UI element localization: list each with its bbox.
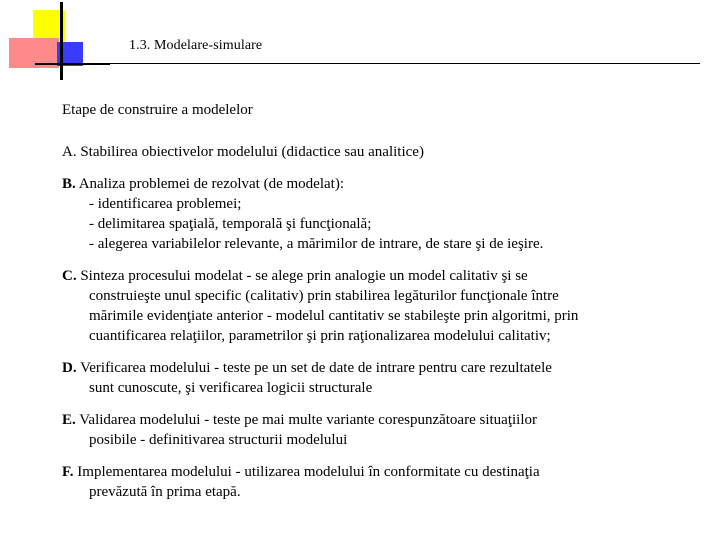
step-f-line: prevăzută în prima etapă. — [89, 484, 241, 500]
slide-content — [62, 100, 692, 514]
step-e-letter: E. — [62, 412, 76, 428]
step-c-line: mărimile evidenţiate anterior - modelul cantitativ se stabileşte prin algoritmi, prin — [89, 308, 579, 324]
decorative-logo — [0, 0, 110, 90]
step-b-item: - delimitarea spaţială, temporală şi funcţională; — [89, 216, 372, 232]
step-f-letter: F. — [62, 464, 74, 480]
step-d — [62, 358, 692, 398]
step-a — [62, 142, 692, 162]
step-b-item: - identificarea problemei; — [89, 196, 242, 212]
step-e-line: posibile - definitivarea structurii modelului — [89, 432, 348, 448]
step-e-lead — [62, 410, 692, 430]
step-e-line: Validarea modelului - teste pe mai multe variante corespunzătoare situaţiilor — [75, 412, 537, 428]
step-d-line: sunt cunoscute, şi verificarea logicii structurale — [89, 380, 373, 396]
header-divider — [35, 63, 700, 64]
step-e — [62, 410, 692, 450]
step-c-letter: C. — [62, 268, 77, 284]
step-b — [62, 174, 692, 254]
step-b-letter: B. — [62, 176, 76, 192]
step-f — [62, 462, 692, 502]
step-b-item: - alegerea variabilelor relevante, a mărimilor de intrare, de stare şi de ieşire. — [89, 236, 544, 252]
step-c-line: construieşte unul specific (calitativ) prin stabilirea legăturilor funcţionale între — [89, 288, 559, 304]
step-d-lead — [62, 358, 692, 378]
step-c-lead — [62, 266, 692, 286]
step-f-line: Implementarea modelului - utilizarea modelului în conformitate cu destinaţia — [73, 464, 540, 480]
step-a-text: A. Stabilirea obiectivelor modelului (didactice sau analitice) — [62, 144, 424, 160]
section-heading: Etape de construire a modelelor — [62, 102, 253, 118]
step-b-text: Analiza problemei de rezolvat (de modelat): — [75, 176, 344, 192]
step-b-lead — [62, 174, 692, 194]
step-c-line: cuantificarea relaţiilor, parametrilor şi prin raţionalizarea modelului calitativ; — [89, 328, 551, 344]
page-title: 1.3. Modelare-simulare — [129, 38, 263, 53]
step-c — [62, 266, 692, 346]
step-d-letter: D. — [62, 360, 77, 376]
step-d-line: Verificarea modelului - teste pe un set de date de intrare pentru care rezultatele — [76, 360, 552, 376]
step-f-lead — [62, 462, 692, 482]
step-c-line: Sinteza procesului modelat - se alege prin analogie un model calitativ şi se — [76, 268, 528, 284]
logo-vertical-line — [60, 2, 63, 80]
